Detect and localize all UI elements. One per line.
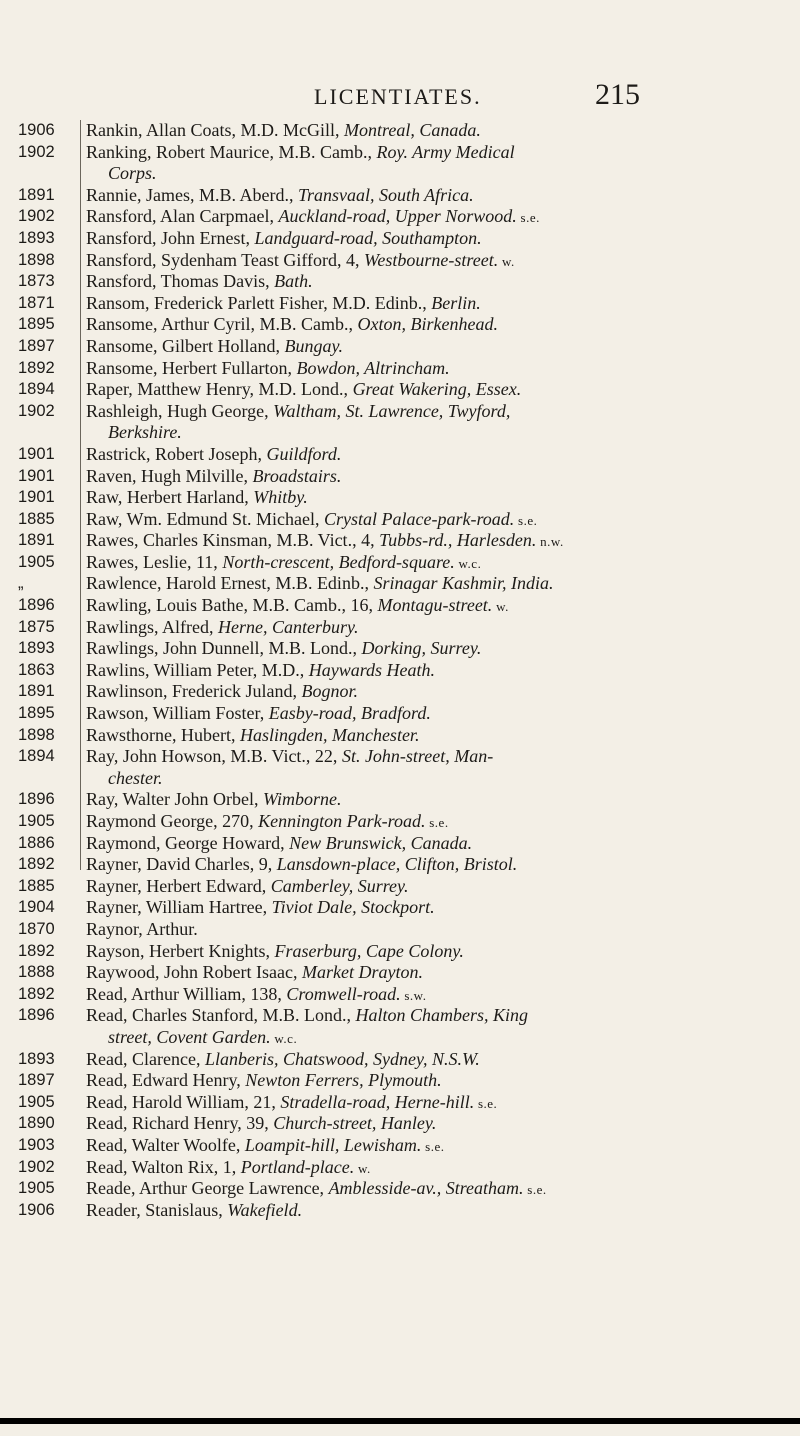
postal-district: w. <box>492 599 509 615</box>
entry-continuation-row <box>0 163 800 185</box>
entry-year: 1893 <box>18 1049 55 1068</box>
entry-text <box>86 314 498 336</box>
postal-district: s.e. <box>425 815 449 830</box>
entry-address: Wakefield. <box>227 1199 303 1220</box>
entry-year: 1903 <box>18 1135 55 1154</box>
entry-row <box>0 703 800 725</box>
entry-name: Rayson, Herbert Knights, <box>86 940 275 961</box>
entry-text <box>86 725 419 747</box>
entry-name: Read, Charles Stanford, M.B. Lond., <box>86 1005 356 1026</box>
entry-row <box>0 206 800 228</box>
entry-text <box>86 789 342 811</box>
entry-address: Lansdown-place, Clifton, Bristol. <box>276 854 518 875</box>
entry-text <box>86 120 481 142</box>
entry-row <box>0 1070 800 1092</box>
entry-row <box>0 444 800 466</box>
entry-year: 1902 <box>18 142 55 161</box>
postal-district: s.e. <box>421 1138 445 1154</box>
entry-address: Berkshire. <box>108 422 182 443</box>
entry-year: 1896 <box>18 596 55 615</box>
entry-name: Rawlence, Harold Ernest, M.B. Edinb., <box>86 573 374 594</box>
entry-row <box>0 1049 800 1071</box>
entry-address: Bognor. <box>301 681 358 702</box>
entry-year: 1898 <box>18 725 55 744</box>
page-number: 215 <box>595 78 640 111</box>
entry-text <box>86 833 472 855</box>
entry-text <box>108 1027 297 1050</box>
entry-address: Bath. <box>274 271 313 292</box>
entry-year: 1898 <box>18 250 55 269</box>
entry-address: Whitby. <box>253 487 308 508</box>
entry-name: Raw, Herbert Harland, <box>86 487 254 508</box>
entry-address: Loampit-hill, Lewisham. <box>244 1134 422 1155</box>
entry-year: 1893 <box>18 228 55 247</box>
entry-text <box>86 250 515 273</box>
entry-address: Berlin. <box>431 292 481 313</box>
entry-text <box>86 552 481 575</box>
entry-year: 1895 <box>18 315 55 334</box>
licentiates-list <box>0 120 800 1221</box>
entry-row <box>0 314 800 336</box>
entry-name: Raynor, Arthur. <box>86 918 198 939</box>
entry-text <box>86 271 313 293</box>
entry-address: Camberley, Surrey. <box>270 875 409 896</box>
entry-text <box>86 487 308 509</box>
entry-address: Kennington Park-road. <box>258 811 426 831</box>
entry-year: 1897 <box>18 336 55 355</box>
entry-address: Herne, Canterbury. <box>218 616 359 637</box>
entry-year: 1895 <box>18 704 55 723</box>
entry-row <box>0 854 800 876</box>
entry-text <box>86 228 482 250</box>
entry-address: Waltham, St. Lawrence, Twyford, <box>273 400 511 421</box>
entry-name: Read, Arthur William, 138, <box>86 983 287 1004</box>
entry-name: Ransford, John Ernest, <box>86 227 255 248</box>
entry-text <box>86 617 358 639</box>
postal-district: s.e. <box>516 210 540 226</box>
entry-name: Raywood, John Robert Isaac, <box>86 962 302 983</box>
entry-row <box>0 466 800 488</box>
postal-district: w.c. <box>270 1030 298 1046</box>
entry-text <box>86 1157 371 1180</box>
entry-year: 1875 <box>18 617 55 636</box>
entry-row <box>0 1005 800 1027</box>
entry-row <box>0 919 800 941</box>
entry-row <box>0 358 800 380</box>
entry-text <box>86 293 481 315</box>
entry-year: 1892 <box>18 984 55 1003</box>
entry-address: Haslingden, Manchester. <box>239 724 420 745</box>
entry-name: Rayner, David Charles, 9, <box>86 854 277 875</box>
entry-name: Read, Walton Rix, 1, <box>86 1156 241 1177</box>
postal-district: w. <box>498 253 515 269</box>
entry-year: 1892 <box>18 358 55 377</box>
entry-row <box>0 660 800 682</box>
entry-text <box>86 1070 442 1092</box>
entry-text <box>86 444 341 466</box>
entry-text <box>108 422 182 444</box>
entry-year: 1893 <box>18 639 55 658</box>
entry-name: Ransome, Herbert Fullarton, <box>86 357 297 378</box>
entry-year: 1904 <box>18 898 55 917</box>
entry-name: Ransome, Gilbert Holland, <box>86 335 285 356</box>
entry-year: 1885 <box>18 509 55 528</box>
entry-year: 1885 <box>18 876 55 895</box>
entry-year: 1873 <box>18 272 55 291</box>
entry-address: Landguard-road, Southampton. <box>254 227 482 248</box>
entry-row <box>0 120 800 142</box>
entry-year: 1906 <box>18 121 55 139</box>
entry-row <box>0 984 800 1006</box>
entry-year: 1906 <box>18 1200 55 1219</box>
postal-district: w.c. <box>454 555 482 571</box>
entry-row <box>0 142 800 164</box>
entry-year: 1896 <box>18 1006 55 1025</box>
entry-year: 1891 <box>18 531 55 550</box>
entry-address: Corps. <box>108 163 157 184</box>
entry-name: Ray, Walter John Orbel, <box>86 789 264 810</box>
entry-text <box>86 530 564 553</box>
entry-text <box>86 746 493 768</box>
entry-row <box>0 1200 800 1222</box>
entry-row <box>0 746 800 768</box>
entry-row <box>0 595 800 617</box>
entry-text <box>86 660 435 682</box>
entry-text <box>86 1049 480 1071</box>
entry-row <box>0 185 800 207</box>
entry-year: 1891 <box>18 682 55 701</box>
entry-year: 1897 <box>18 1071 55 1090</box>
entry-continuation-row <box>0 422 800 444</box>
entry-continuation-row <box>0 768 800 790</box>
entry-address: Cromwell-road. <box>286 983 401 1004</box>
entry-name: Reade, Arthur George Lawrence, <box>86 1178 329 1199</box>
entry-text <box>86 509 537 532</box>
entry-year: 1902 <box>18 207 55 226</box>
entry-row <box>0 617 800 639</box>
entry-text <box>86 1113 436 1135</box>
entry-year: 1902 <box>18 1157 55 1176</box>
entry-year: 1901 <box>18 444 55 463</box>
entry-text <box>86 638 481 660</box>
entry-text <box>86 984 426 1007</box>
entry-row <box>0 833 800 855</box>
entry-text <box>86 703 431 725</box>
entry-address: Church-street, Hanley. <box>273 1113 437 1134</box>
entry-year: „ <box>18 574 24 593</box>
entry-address: Easby-road, Bradford. <box>268 703 431 724</box>
entry-address: Srinagar Kashmir, India. <box>373 573 554 594</box>
entry-row <box>0 250 800 272</box>
entry-address: Crystal Palace-park-road. <box>323 508 515 529</box>
entry-row <box>0 876 800 898</box>
entry-name: Read, Clarence, <box>86 1048 205 1069</box>
entry-text <box>86 854 517 876</box>
entry-row <box>0 1135 800 1157</box>
entry-name: Rawlings, John Dunnell, M.B. Lond., <box>86 638 362 659</box>
entry-name: Rawlings, Alfred, <box>86 616 218 637</box>
entry-address: Oxton, Birkenhead. <box>357 314 498 335</box>
entry-text <box>86 962 423 984</box>
entry-year: 1905 <box>18 1092 55 1111</box>
entry-text <box>86 811 449 834</box>
entry-name: Rashleigh, Hugh George, <box>86 400 274 421</box>
entry-address: St. John-street, Man- <box>341 746 494 767</box>
entry-address: New Brunswick, Canada. <box>289 832 473 853</box>
entry-name: Raymond George, 270, <box>86 811 259 831</box>
entry-name: Read, Walter Woolfe, <box>86 1134 245 1155</box>
entry-address: Amblesside-av., Streatham. <box>328 1178 524 1199</box>
entry-row <box>0 228 800 250</box>
entry-text <box>86 379 521 401</box>
entry-text <box>86 919 198 941</box>
entry-text <box>86 206 540 229</box>
entry-name: Ranking, Robert Maurice, M.B. Camb., <box>86 141 377 162</box>
entry-row <box>0 530 800 552</box>
entry-row <box>0 962 800 984</box>
entry-year: 1901 <box>18 488 55 507</box>
entry-name: Ransford, Alan Carpmael, <box>86 206 279 227</box>
postal-district: s.e. <box>474 1095 498 1111</box>
postal-district: s.w. <box>400 987 427 1003</box>
entry-address: Great Wakering, Essex. <box>352 379 522 400</box>
entry-name: Raper, Matthew Henry, M.D. Lond., <box>86 379 353 400</box>
entry-text <box>86 1005 528 1027</box>
entry-row <box>0 789 800 811</box>
entry-year: 1902 <box>18 401 55 420</box>
entry-name: Rawsthorne, Hubert, <box>86 724 240 745</box>
entry-name: Read, Richard Henry, 39, <box>86 1113 274 1134</box>
entry-name: Rawson, William Foster, <box>86 703 269 724</box>
entry-name: Reader, Stanislaus, <box>86 1199 228 1220</box>
entry-address: Westbourne-street. <box>364 249 499 270</box>
entry-name: Rayner, Herbert Edward, <box>86 875 271 896</box>
entry-name: Ransford, Sydenham Teast Gifford, 4, <box>86 249 365 270</box>
entry-year: 1871 <box>18 293 55 312</box>
entry-row <box>0 509 800 531</box>
entry-row <box>0 379 800 401</box>
entry-address: Portland-place. <box>240 1156 355 1177</box>
postal-district: w. <box>354 1160 371 1176</box>
entry-year: 1894 <box>18 747 55 766</box>
entry-year: 1892 <box>18 855 55 874</box>
entry-year: 1905 <box>18 812 55 830</box>
entry-text <box>86 941 464 963</box>
entry-address: Montagu-street. <box>377 595 493 616</box>
entry-year: 1896 <box>18 790 55 809</box>
entry-address: Dorking, Surrey. <box>361 638 482 659</box>
entry-text <box>86 401 510 423</box>
entry-text <box>86 142 515 164</box>
entry-row <box>0 725 800 747</box>
entry-name: Raw, Wm. Edmund St. Michael, <box>86 508 324 529</box>
entry-year: 1890 <box>18 1114 55 1133</box>
entry-text <box>86 185 474 207</box>
page-header <box>0 74 800 114</box>
entry-row <box>0 897 800 919</box>
entry-text <box>86 897 435 919</box>
postal-district: s.e. <box>523 1182 547 1198</box>
entry-name: Raven, Hugh Milville, <box>86 465 253 486</box>
entry-year: 1894 <box>18 380 55 399</box>
entry-address: Haywards Heath. <box>308 659 436 680</box>
entry-name: Read, Edward Henry, <box>86 1070 246 1091</box>
entry-row <box>0 1092 800 1114</box>
entry-row <box>0 401 800 423</box>
entry-text <box>86 1135 445 1158</box>
postal-district: n.w. <box>536 534 564 550</box>
entry-text <box>86 336 343 358</box>
entry-address: Guildford. <box>266 443 342 464</box>
entry-row <box>0 941 800 963</box>
entry-address: Stradella-road, Herne-hill. <box>280 1091 475 1112</box>
entry-year: 1891 <box>18 185 55 204</box>
entry-name: Ransford, Thomas Davis, <box>86 271 275 292</box>
entry-row <box>0 681 800 703</box>
entry-address: North-crescent, Bedford-square. <box>222 551 455 572</box>
entry-row <box>0 487 800 509</box>
entry-address: Halton Chambers, King <box>355 1005 528 1026</box>
entry-name: Raymond, George Howard, <box>86 832 290 853</box>
entry-text <box>86 876 409 898</box>
entry-address: Fraserburg, Cape Colony. <box>274 940 464 961</box>
entry-name: Read, Harold William, 21, <box>86 1091 281 1112</box>
running-title: LICENTIATES. <box>314 84 482 109</box>
entry-address: Montreal, Canada. <box>344 120 481 140</box>
entry-name: Rastrick, Robert Joseph, <box>86 443 267 464</box>
entry-text <box>108 163 157 185</box>
entry-row <box>0 811 800 833</box>
entry-name: Ransome, Arthur Cyril, M.B. Camb., <box>86 314 358 335</box>
entry-continuation-row <box>0 1027 800 1049</box>
postal-district: s.e. <box>514 512 538 528</box>
entry-year: 1888 <box>18 963 55 982</box>
entry-year: 1886 <box>18 833 55 852</box>
entry-row <box>0 552 800 574</box>
entry-text <box>86 358 450 380</box>
entry-row <box>0 1113 800 1135</box>
entry-text <box>86 1178 547 1201</box>
entry-address: Tiviot Dale, Stockport. <box>271 897 435 918</box>
entry-year: 1905 <box>18 552 55 571</box>
entry-text <box>86 466 341 488</box>
entry-name: Ransom, Frederick Parlett Fisher, M.D. Edinb., <box>86 292 432 313</box>
entry-address: Newton Ferrers, Plymouth. <box>245 1070 442 1091</box>
entry-address: Auckland-road, Upper Norwood. <box>278 206 517 227</box>
entry-year: 1905 <box>18 1179 55 1198</box>
entry-address: Transvaal, South Africa. <box>297 184 474 205</box>
entry-address: Bungay. <box>284 335 343 356</box>
entry-text <box>86 1092 497 1115</box>
entry-text <box>86 1200 302 1222</box>
entry-name: Rayner, William Hartree, <box>86 897 272 918</box>
entry-year: 1870 <box>18 919 55 938</box>
entry-year: 1901 <box>18 466 55 485</box>
entry-text <box>86 681 358 703</box>
entry-text <box>86 595 509 618</box>
entry-address: Market Drayton. <box>301 962 423 983</box>
entry-address: street, Covent Garden. <box>108 1026 271 1047</box>
entry-address: Broadstairs. <box>252 465 342 486</box>
entry-year: 1892 <box>18 941 55 960</box>
entry-name: Rawlinson, Frederick Juland, <box>86 681 302 702</box>
entry-year: 1863 <box>18 660 55 679</box>
entry-row <box>0 1178 800 1200</box>
entry-name: Rawes, Leslie, 11, <box>86 551 223 572</box>
entry-address: Tubbs-rd., Harlesden. <box>379 530 537 551</box>
entry-name: Rawling, Louis Bathe, M.B. Camb., 16, <box>86 595 378 616</box>
entry-name: Rawlins, William Peter, M.D., <box>86 659 309 680</box>
entry-name: Rawes, Charles Kinsman, M.B. Vict., 4, <box>86 530 380 551</box>
entry-name: Ray, John Howson, M.B. Vict., 22, <box>86 746 342 767</box>
entry-address: Bowdon, Altrincham. <box>296 357 450 378</box>
entry-name: Rankin, Allan Coats, M.D. McGill, <box>86 120 344 140</box>
entry-row <box>0 271 800 293</box>
entry-text <box>86 573 553 595</box>
entry-row <box>0 336 800 358</box>
entry-row <box>0 1157 800 1179</box>
entry-address: Roy. Army Medical <box>376 141 515 162</box>
entry-address: chester. <box>108 767 163 788</box>
entry-row <box>0 293 800 315</box>
entry-address: Llanberis, Chatswood, Sydney, N.S.W. <box>204 1048 480 1069</box>
entry-row <box>0 638 800 660</box>
entry-row <box>0 573 800 595</box>
bottom-rule <box>0 1418 800 1424</box>
entry-name: Rannie, James, M.B. Aberd., <box>86 184 298 205</box>
entry-text <box>108 768 162 790</box>
entry-address: Wimborne. <box>263 789 342 810</box>
